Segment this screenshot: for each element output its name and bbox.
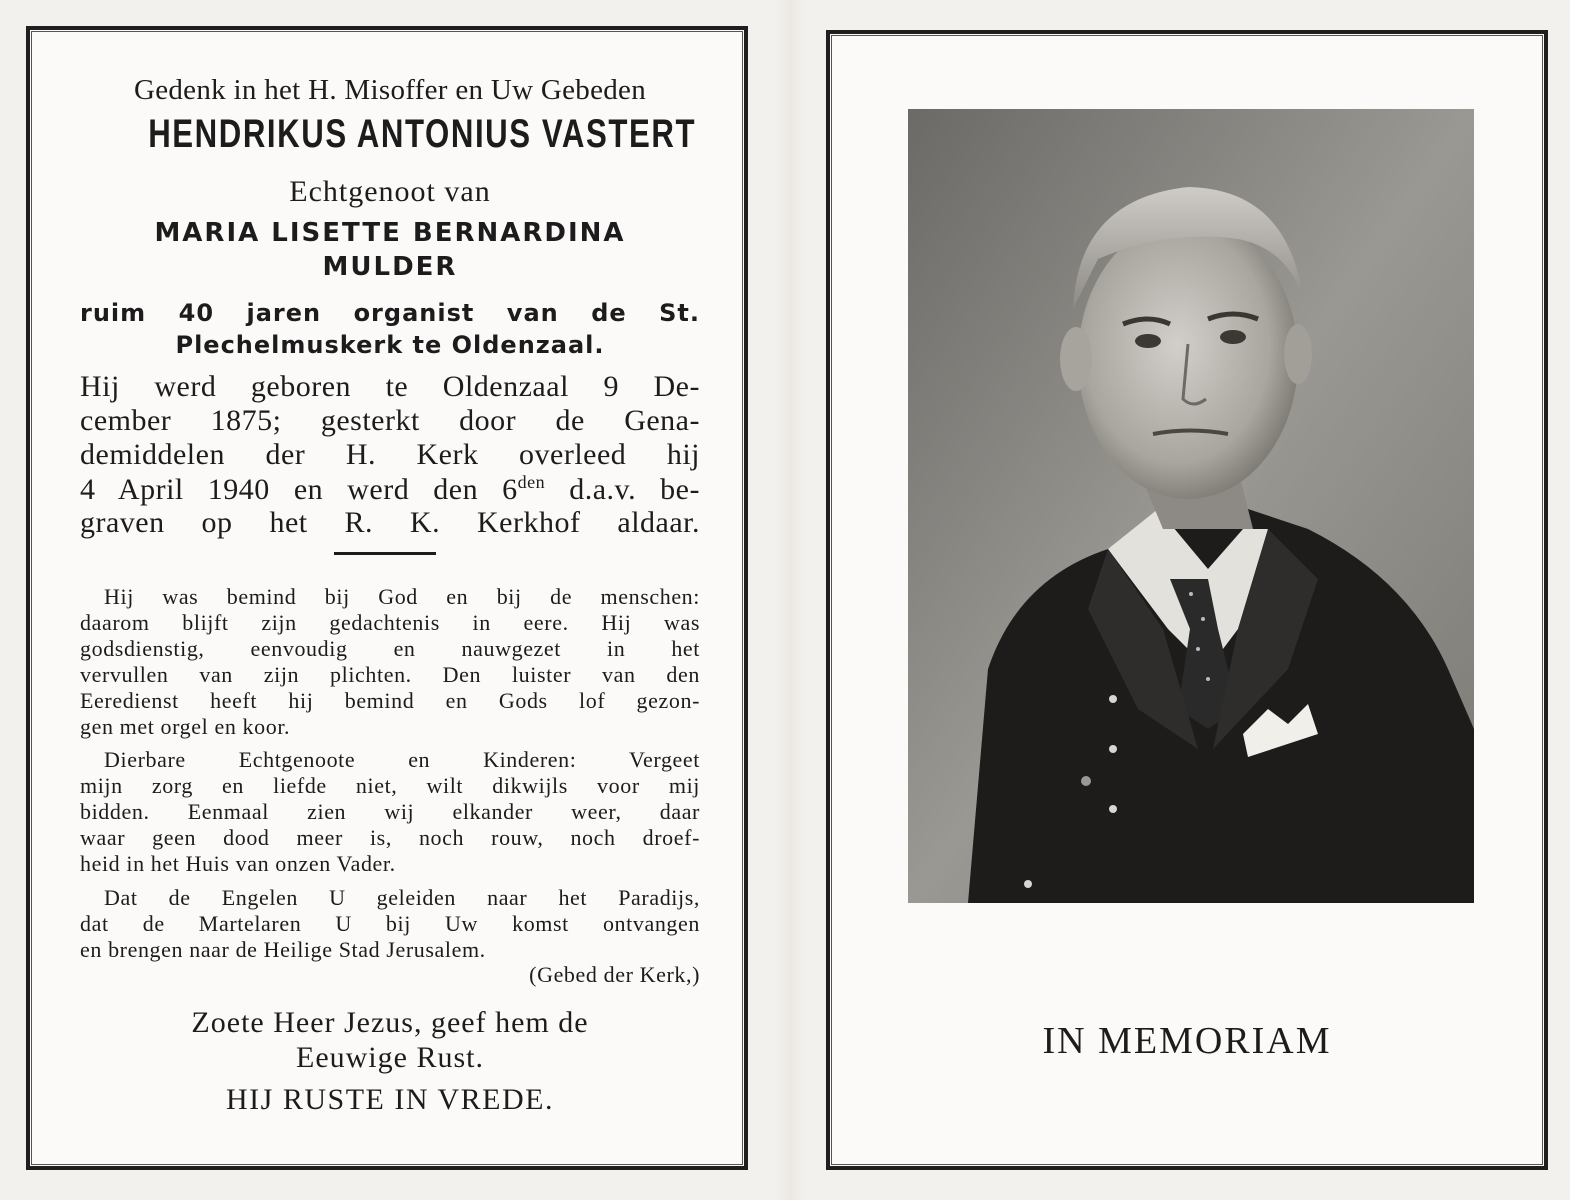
bio-line4-end: d.a.v. be-	[545, 473, 700, 506]
bio-line: graven op het R. K. Kerkhof aldaar.	[80, 506, 700, 539]
para1-line: godsdienstig, eenvoudig en nauwgezet in het	[80, 636, 700, 661]
para1-line: Eeredienst heeft hij bemind en Gods lof gezon-	[80, 688, 700, 713]
portrait-photo	[908, 109, 1474, 903]
para1-line: vervullen van zijn plichten. Den luister van den	[80, 662, 700, 687]
para3-line: en brengen naar de Heilige Stad Jerusalem.	[80, 937, 486, 962]
bio-line: cember 1875; gesterkt door de Gena-	[80, 404, 700, 437]
para3-line: Dat de Engelen U geleiden naar het Paradijs,	[104, 885, 700, 910]
para2-line: waar geen dood meer is, noch rouw, noch droef-	[80, 825, 700, 850]
prayer-attribution: (Gebed der Kerk,)	[529, 962, 700, 987]
memorial-photo-card	[826, 30, 1548, 1170]
prayer-line2: Eeuwige Rust.	[296, 1041, 484, 1074]
spouse-name-line1: MARIA LISETTE BERNARDINA	[154, 218, 626, 248]
bio-line4-text: 4 April 1940 en werd den 6	[80, 473, 518, 506]
memorial-text-card	[26, 26, 748, 1170]
prayer-line1: Zoete Heer Jezus, geef hem de	[191, 1006, 589, 1039]
para2-line: bidden. Eenmaal zien wij elkander weer, daar	[80, 799, 700, 824]
intro-line: Gedenk in het H. Misoffer en Uw Gebeden	[133, 74, 647, 106]
organist-line2: Plechelmuskerk te Oldenzaal.	[175, 331, 605, 359]
para1-line: Hij was bemind bij God en bij de menschen:	[104, 584, 700, 609]
organist-line1: ruim 40 jaren organist van de St.	[80, 299, 700, 327]
spouse-intro: Echtgenoot van	[289, 175, 491, 208]
para3-line: dat de Martelaren U bij Uw komst ontvangen	[80, 911, 700, 936]
section-divider	[334, 552, 436, 555]
para2-line: heid in het Huis van onzen Vader.	[80, 851, 396, 876]
spouse-name-line2: MULDER	[322, 252, 458, 282]
bio-line4-sup: den	[517, 472, 546, 492]
portrait-illustration	[908, 109, 1474, 903]
para1-line: daarom blijft zijn gedachtenis in eere. Hij was	[80, 610, 700, 635]
deceased-name: HENDRIKUS ANTONIUS VASTERT	[148, 112, 697, 156]
deceased-name-wrap	[80, 112, 700, 168]
para2-line: mijn zorg en liefde niet, wilt dikwijls voor mij	[80, 773, 700, 798]
card-fold	[775, 0, 805, 1200]
bio-line: demiddelen der H. Kerk overleed hij	[80, 438, 700, 471]
para2-line: Dierbare Echtgenoote en Kinderen: Vergeet	[104, 747, 700, 772]
para1-line: gen met orgel en koor.	[80, 714, 291, 739]
bio-line: Hij werd geboren te Oldenzaal 9 De-	[80, 370, 700, 403]
bio-line-4	[80, 472, 700, 507]
closing-line: HIJ RUSTE IN VREDE.	[226, 1083, 554, 1116]
in-memoriam-title: IN MEMORIAM	[1042, 1020, 1332, 1062]
